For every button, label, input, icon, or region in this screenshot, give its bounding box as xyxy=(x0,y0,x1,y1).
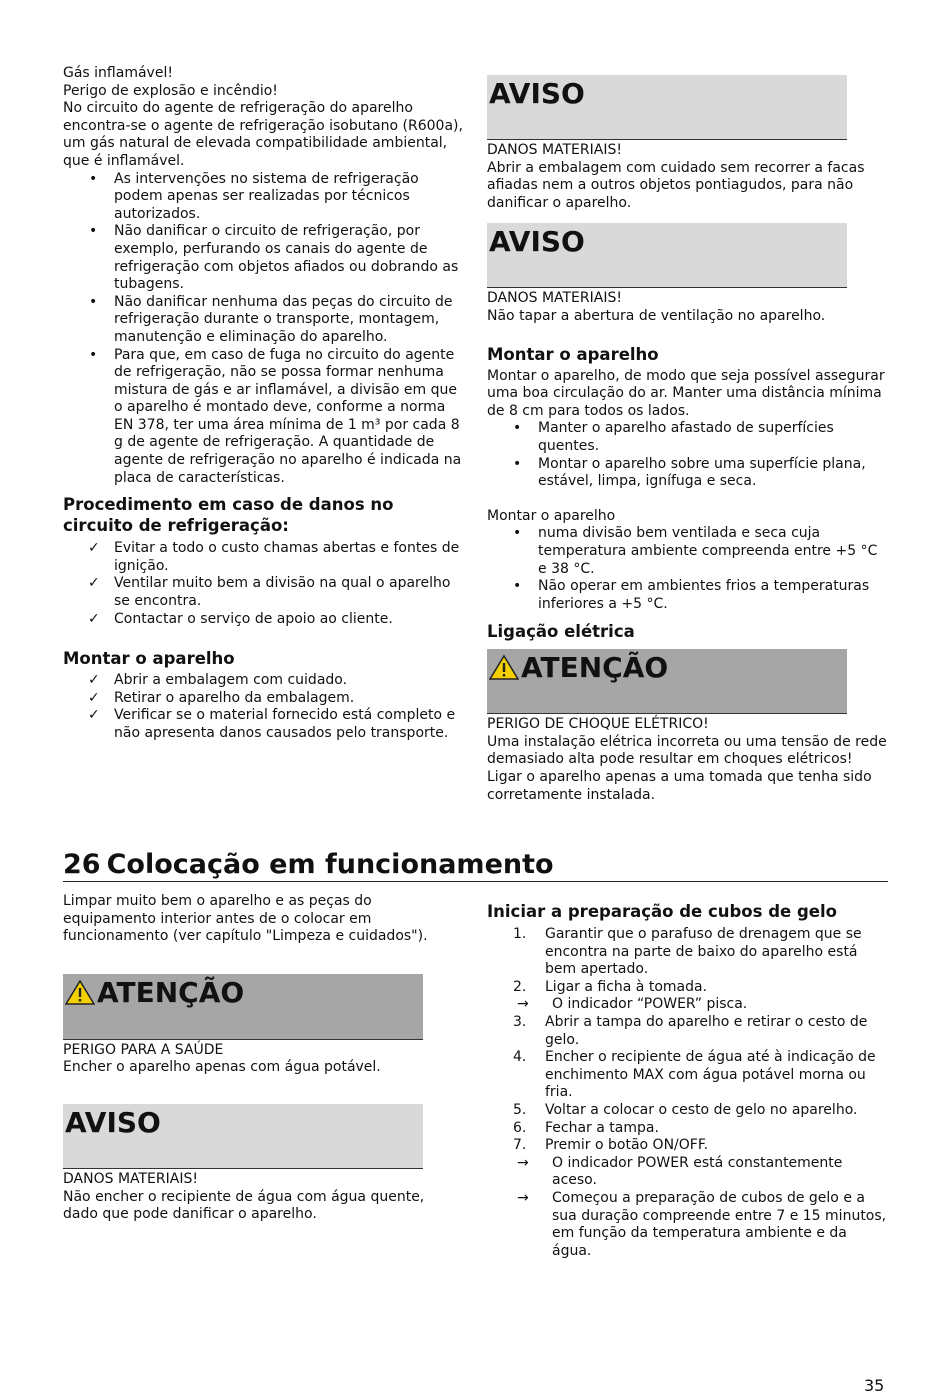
aviso-title: AVISO xyxy=(489,225,585,259)
paragraph: PERIGO PARA A SAÚDE xyxy=(63,1041,224,1058)
paragraph: DANOS MATERIAIS! xyxy=(487,142,622,158)
paragraph: Encher o aparelho apenas com água potável. xyxy=(63,1059,381,1076)
warning-triangle-icon xyxy=(489,654,519,681)
list-item: • Manter o aparelho afastado de superfícies quentes. xyxy=(487,420,887,455)
paragraph: DANOS MATERIAIS! xyxy=(63,1170,198,1187)
check-list xyxy=(63,672,463,742)
paragraph: No circuito do agente de refrigeração do aparelho encontra-se o agente de refrigeração isobutano (R600a), um gás natural de elevada compatibilidade ambiental, que é inflamável. xyxy=(63,100,463,169)
paragraph: Não tapar a abertura de ventilação no aparelho. xyxy=(487,307,826,324)
startup-column xyxy=(63,893,463,1224)
result-item xyxy=(487,1190,887,1260)
arrow-right-icon: → xyxy=(517,1189,529,1206)
paragraph: DANOS MATERIAIS! xyxy=(487,290,622,307)
check-icon: ✓ xyxy=(88,575,100,592)
list-item: ✓ Retirar o aparelho da embalagem. xyxy=(88,689,355,706)
step-number: 7. xyxy=(513,1137,527,1154)
chapter-number: 26 xyxy=(63,849,101,880)
section-heading: Iniciar a preparação de cubos de gelo xyxy=(487,902,837,921)
paragraph: Não encher o recipiente de água com água quente, dado que pode danificar o aparelho. xyxy=(63,1188,425,1223)
list-item: ✓ Ventilar muito bem a divisão na qual o aparelho se encontra. xyxy=(88,575,451,610)
paragraph: PERIGO DE CHOQUE ELÉTRICO! xyxy=(487,716,709,733)
atencao-title: ATENÇÃO xyxy=(521,651,669,685)
step-text: Fechar a tampa. xyxy=(545,1119,659,1136)
step-text: O indicador “POWER” pisca. xyxy=(552,996,748,1013)
list-item: • Não danificar o circuito de refrigeração, por exemplo, perfurando os canais do agente de refrigeração com objetos afiados ou dobrando as tubagens. xyxy=(63,223,463,293)
page-number: 35 xyxy=(864,1376,885,1395)
chapter-heading xyxy=(63,848,888,882)
list-item: • Montar o aparelho sobre uma superfície plana, estável, limpa, ignífuga e seca. xyxy=(487,456,887,491)
list-item: ✓ Evitar a todo o custo chamas abertas e fontes de ignição. xyxy=(88,540,460,574)
aviso-title: AVISO xyxy=(65,1105,161,1139)
list-item: ✓ Abrir a embalagem com cuidado. xyxy=(88,672,348,689)
list-item: • As intervenções no sistema de refrigeração podem apenas ser realizadas por técnicos autorizados. xyxy=(63,171,463,224)
step-text: Voltar a colocar o cesto de gelo no aparelho. xyxy=(545,1101,858,1118)
numbered-list xyxy=(487,926,887,1260)
result-item xyxy=(487,1155,887,1190)
paragraph: Uma instalação elétrica incorreta ou uma tensão de rede demasiado alta pode resultar em choques elétricos! xyxy=(487,733,887,768)
list-item: ✓ Contactar o serviço de apoio ao cliente. xyxy=(88,610,393,627)
aviso-box xyxy=(63,1104,423,1169)
check-icon: ✓ xyxy=(88,689,100,706)
chapter-title: Colocação em funcionamento xyxy=(106,849,554,880)
list-item: ✓ Verificar se o material fornecido está completo e não apresenta danos causados pelo transporte. xyxy=(88,707,456,741)
step-item xyxy=(487,926,887,979)
atencao-box xyxy=(63,974,423,1040)
list-item: • Não operar em ambientes frios a temperaturas inferiores a +5 °C. xyxy=(487,578,887,613)
aviso-title: AVISO xyxy=(489,77,585,110)
check-icon: ✓ xyxy=(88,672,100,689)
list-item: • Para que, em caso de fuga no circuito do agente de refrigeração, não se possa formar nenhuma mistura de gás e ar inflamável, a divisão em que o aparelho é montado deve, conforme a norma EN 378, ter uma área mínima de 1 m³ por cada 8 g de agente de refrigeração. A quantidade de agente de refrigeração no aparelho é indicada na placa de características. xyxy=(63,347,463,488)
aviso-box xyxy=(487,75,847,140)
step-text: Encher o recipiente de água até à indicação de enchimento MAX com água potável morna ou fria. xyxy=(545,1049,876,1101)
step-number: 4. xyxy=(513,1049,527,1066)
step-item xyxy=(487,1137,887,1155)
section-heading: Montar o aparelho xyxy=(487,344,659,364)
atencao-box xyxy=(487,649,847,714)
step-text: Abrir a tampa do aparelho e retirar o cesto de gelo. xyxy=(545,1013,868,1048)
step-text: Garantir que o parafuso de drenagem que se encontra na parte de baixo do aparelho está bem apertado. xyxy=(545,926,862,978)
step-item xyxy=(487,1049,887,1102)
section-heading: Ligação elétrica xyxy=(487,622,635,642)
arrow-right-icon: → xyxy=(517,1154,529,1171)
ice-making-column xyxy=(487,901,887,1260)
paragraph: Abrir a embalagem com cuidado sem recorrer a facas afiadas nem a outros objetos pontiagudos, para não danificar o aparelho. xyxy=(487,159,865,211)
step-item xyxy=(487,1102,887,1120)
list-item: • numa divisão bem ventilada e seca cuja temperatura ambiente compreenda entre +5 °C e 38 °C. xyxy=(487,525,887,578)
bullet-list xyxy=(63,171,463,488)
step-item xyxy=(487,1014,887,1049)
arrow-right-icon: → xyxy=(517,996,529,1013)
step-text: Começou a preparação de cubos de gelo e a sua duração compreende entre 7 e 15 minutos, em função da temperatura ambiente e da água. xyxy=(552,1189,887,1259)
paragraph: Perigo de explosão e incêndio! xyxy=(63,82,278,99)
step-number: 3. xyxy=(513,1013,527,1030)
step-text: O indicador POWER está constantemente aceso. xyxy=(552,1154,843,1189)
step-number: 1. xyxy=(513,926,527,942)
paragraph: Limpar muito bem o aparelho e as peças do equipamento interior antes de o colocar em funcionamento (ver capítulo "Limpeza e cuidados"). xyxy=(63,893,428,945)
check-list xyxy=(63,540,463,628)
paragraph: Ligar o aparelho apenas a uma tomada que tenha sido corretamente instalada. xyxy=(487,769,872,803)
step-number: 6. xyxy=(513,1119,527,1136)
safety-column xyxy=(63,65,463,743)
step-item xyxy=(487,1120,887,1138)
section-heading: Procedimento em caso de danos no circuito de refrigeração: xyxy=(63,495,394,536)
step-number: 5. xyxy=(513,1101,527,1118)
installation-column xyxy=(487,75,887,804)
step-number: 2. xyxy=(513,978,527,995)
paragraph: Montar o aparelho xyxy=(487,507,616,524)
check-icon: ✓ xyxy=(88,610,100,627)
section-heading: Montar o aparelho xyxy=(63,649,235,669)
aviso-box xyxy=(487,223,847,288)
warning-triangle-icon xyxy=(65,979,95,1006)
list-item: • Não danificar nenhuma das peças do circuito de refrigeração durante o transporte, montagem, manutenção e eliminação do aparelho. xyxy=(63,294,463,347)
paragraph: Gás inflamável! xyxy=(63,65,173,81)
atencao-title: ATENÇÃO xyxy=(97,975,245,1009)
step-item xyxy=(487,979,887,997)
bullet-list xyxy=(487,420,887,490)
step-text: Ligar a ficha à tomada. xyxy=(545,978,708,995)
result-item xyxy=(487,996,887,1014)
check-icon: ✓ xyxy=(88,707,100,724)
paragraph: Montar o aparelho, de modo que seja possível assegurar uma boa circulação do ar. Manter uma distância mínima de 8 cm para todos os lados. xyxy=(487,367,885,419)
check-icon: ✓ xyxy=(88,540,100,557)
bullet-list xyxy=(487,525,887,613)
step-text: Premir o botão ON/OFF. xyxy=(545,1137,709,1154)
